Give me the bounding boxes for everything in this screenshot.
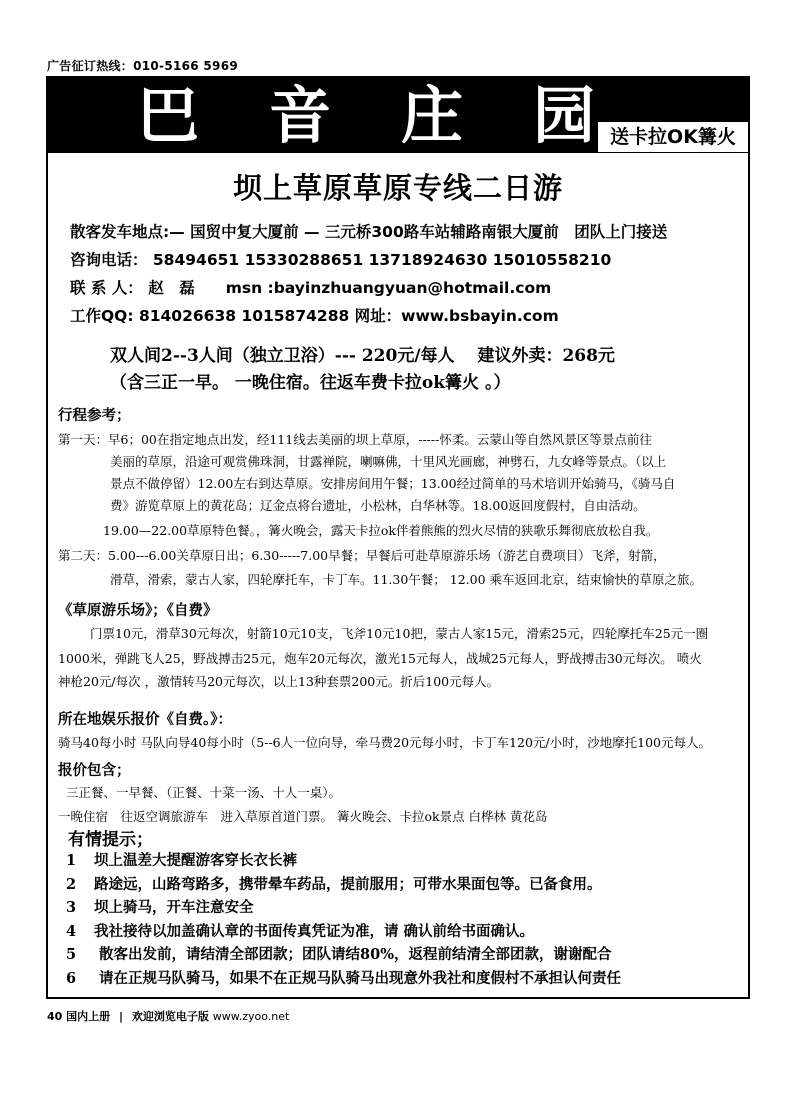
itinerary-line: 费》游览草原上的黄花岛；辽金点将台遗址，小松林，白华林等。18.00返回度假村，自由活动。 xyxy=(110,498,646,513)
brand-name xyxy=(116,79,616,152)
tip-number: 4 xyxy=(66,923,77,940)
page-number: 40 xyxy=(47,1010,63,1023)
contact-person: 联 系 人： 赵 磊 msn :bayinzhuangyuan@hotmail.com xyxy=(70,279,552,297)
tip-number: 2 xyxy=(66,876,77,893)
banner-slogan: 送卡拉OK篝火 xyxy=(598,122,748,152)
local-prices-heading: 所在地娱乐报价《自费。》： xyxy=(58,712,232,728)
tip-number: 5 xyxy=(66,946,77,963)
price-line: 双人间2--3人间（独立卫浴）--- 220元/每人 建议外卖：268元 xyxy=(110,346,615,366)
brand-char: 庄 xyxy=(400,79,463,152)
includes-line: 三正餐、一早餐、（正餐、十菜一汤、十人一桌）。 xyxy=(66,785,342,800)
brand-banner xyxy=(48,78,748,153)
tip-number: 3 xyxy=(66,899,77,916)
tip-number: 6 xyxy=(66,970,77,987)
itinerary-heading: 行程参考； xyxy=(58,408,131,424)
page-footer xyxy=(47,1008,289,1024)
tip-item xyxy=(66,967,621,988)
tip-text: 坝上温差大提醒游客穿长衣长裤 xyxy=(94,852,297,869)
tip-text: 散客出发前，请结清全部团款；团队请结80%，返程前结清全部团款，谢谢配合 xyxy=(94,946,612,963)
itinerary-line: 19.00—22.00草原特色餐。，篝火晚会，露天卡拉ok伴着熊熊的烈火尽情的狭歌乐舞彻底放松自我。 xyxy=(103,523,659,538)
brand-char: 巴 xyxy=(136,79,199,152)
tip-item xyxy=(66,873,602,894)
ad-hotline: 广告征订热线：010-5166 5969 xyxy=(47,59,239,73)
tip-text: 我社接待以加盖确认章的书面传真凭证为准，请 确认前给书面确认。 xyxy=(94,923,535,940)
itinerary-line: 景点不做停留）12.00左右到达草原。安排房间用午餐；13.00经过简单的马术培训开始骑马，《骑马自 xyxy=(110,476,676,491)
local-prices-line: 骑马40每小时 马队向导40每小时（5--6人一位向导，牵马费20元每小时，卡丁车120元/小时，沙地摩托100元每人。 xyxy=(58,735,711,750)
itinerary-line: 美丽的草原，沿途可观赏佛珠洞，甘露禅院，喇嘛佛，十里风光画廊，神劈石，九女峰等景点。（以上 xyxy=(110,454,667,469)
brand-char: 音 xyxy=(268,79,331,152)
tip-text: 路途远，山路弯路多，携带晕车药品，提前服用；可带水果面包等。已备食用。 xyxy=(94,876,602,893)
includes-line: 一晚住宿 往返空调旅游车 进入草原首道门票。 篝火晚会、卡拉ok景点 白桦林 黄花岛 xyxy=(58,809,548,824)
footer-welcome: 欢迎浏览电子版 xyxy=(131,1010,209,1023)
section-name: 国内上册 xyxy=(66,1010,111,1023)
advert-frame xyxy=(46,76,750,999)
footer-url: www.zyoo.net xyxy=(212,1010,290,1023)
itinerary-line: 第一天：早6；00在指定地点出发，经111线去美丽的坝上草原，-----怀柔。云蒙山等自然风景区等景点前往 xyxy=(58,432,652,447)
tip-item xyxy=(66,896,254,917)
playground-line: 1000米，弹跳飞人25，野战搏击25元，炮车20元每次，激光15元每人，战城25元每人，野战搏击30元每次。 喷火 xyxy=(58,651,702,666)
brand-char: 园 xyxy=(532,79,595,152)
includes-heading: 报价包含； xyxy=(58,763,131,779)
playground-line: 神枪20元/每次 ，激情转马20元每次，以上13种套票200元。折后100元每人。 xyxy=(58,674,500,689)
playground-line: 门票10元，滑草30元每次，射箭10元10支，飞斧10元10把，蒙古人家15元，滑索25元，四轮摩托车25元一圈 xyxy=(90,626,709,641)
footer-separator: | xyxy=(119,1010,124,1023)
tips-heading: 有情提示； xyxy=(68,830,153,850)
price-includes-line: （含三正一早。 一晚住宿。往返车费卡拉ok篝火 。） xyxy=(110,373,511,393)
itinerary-line: 滑草，滑索，蒙古人家，四轮摩托车，卡丁车。11.30午餐； 12.00 乘车返回北京，结束愉快的草原之旅。 xyxy=(110,572,703,587)
tip-item xyxy=(66,943,612,964)
page-title: 坝上草原草原专线二日游 xyxy=(232,171,563,205)
departure-points: 散客发车地点:— 国贸中复大厦前 — 三元桥300路车站辅路南银大厦前 团队上门接送 xyxy=(70,223,668,241)
tip-number: 1 xyxy=(66,852,77,869)
playground-heading: 《草原游乐场》；《自费》 xyxy=(58,603,218,619)
tip-text: 请在正规马队骑马，如果不在正规马队骑马出现意外我社和度假村不承担认何责任 xyxy=(94,970,622,987)
tip-item xyxy=(66,849,297,870)
contact-phones: 咨询电话： 58494651 15330288651 13718924630 15010558210 xyxy=(70,251,612,269)
itinerary-line: 第二天：5.00---6.00关草原日出；6.30-----7.00早餐；早餐后可赴草原游乐场（游艺自费项目）飞斧，射箭， xyxy=(58,548,666,563)
contact-qq-website: 工作QQ: 814026638 1015874288 网址：www.bsbayin.com xyxy=(70,307,559,325)
tip-item xyxy=(66,920,534,941)
tip-text: 坝上骑马，开车注意安全 xyxy=(94,899,254,916)
